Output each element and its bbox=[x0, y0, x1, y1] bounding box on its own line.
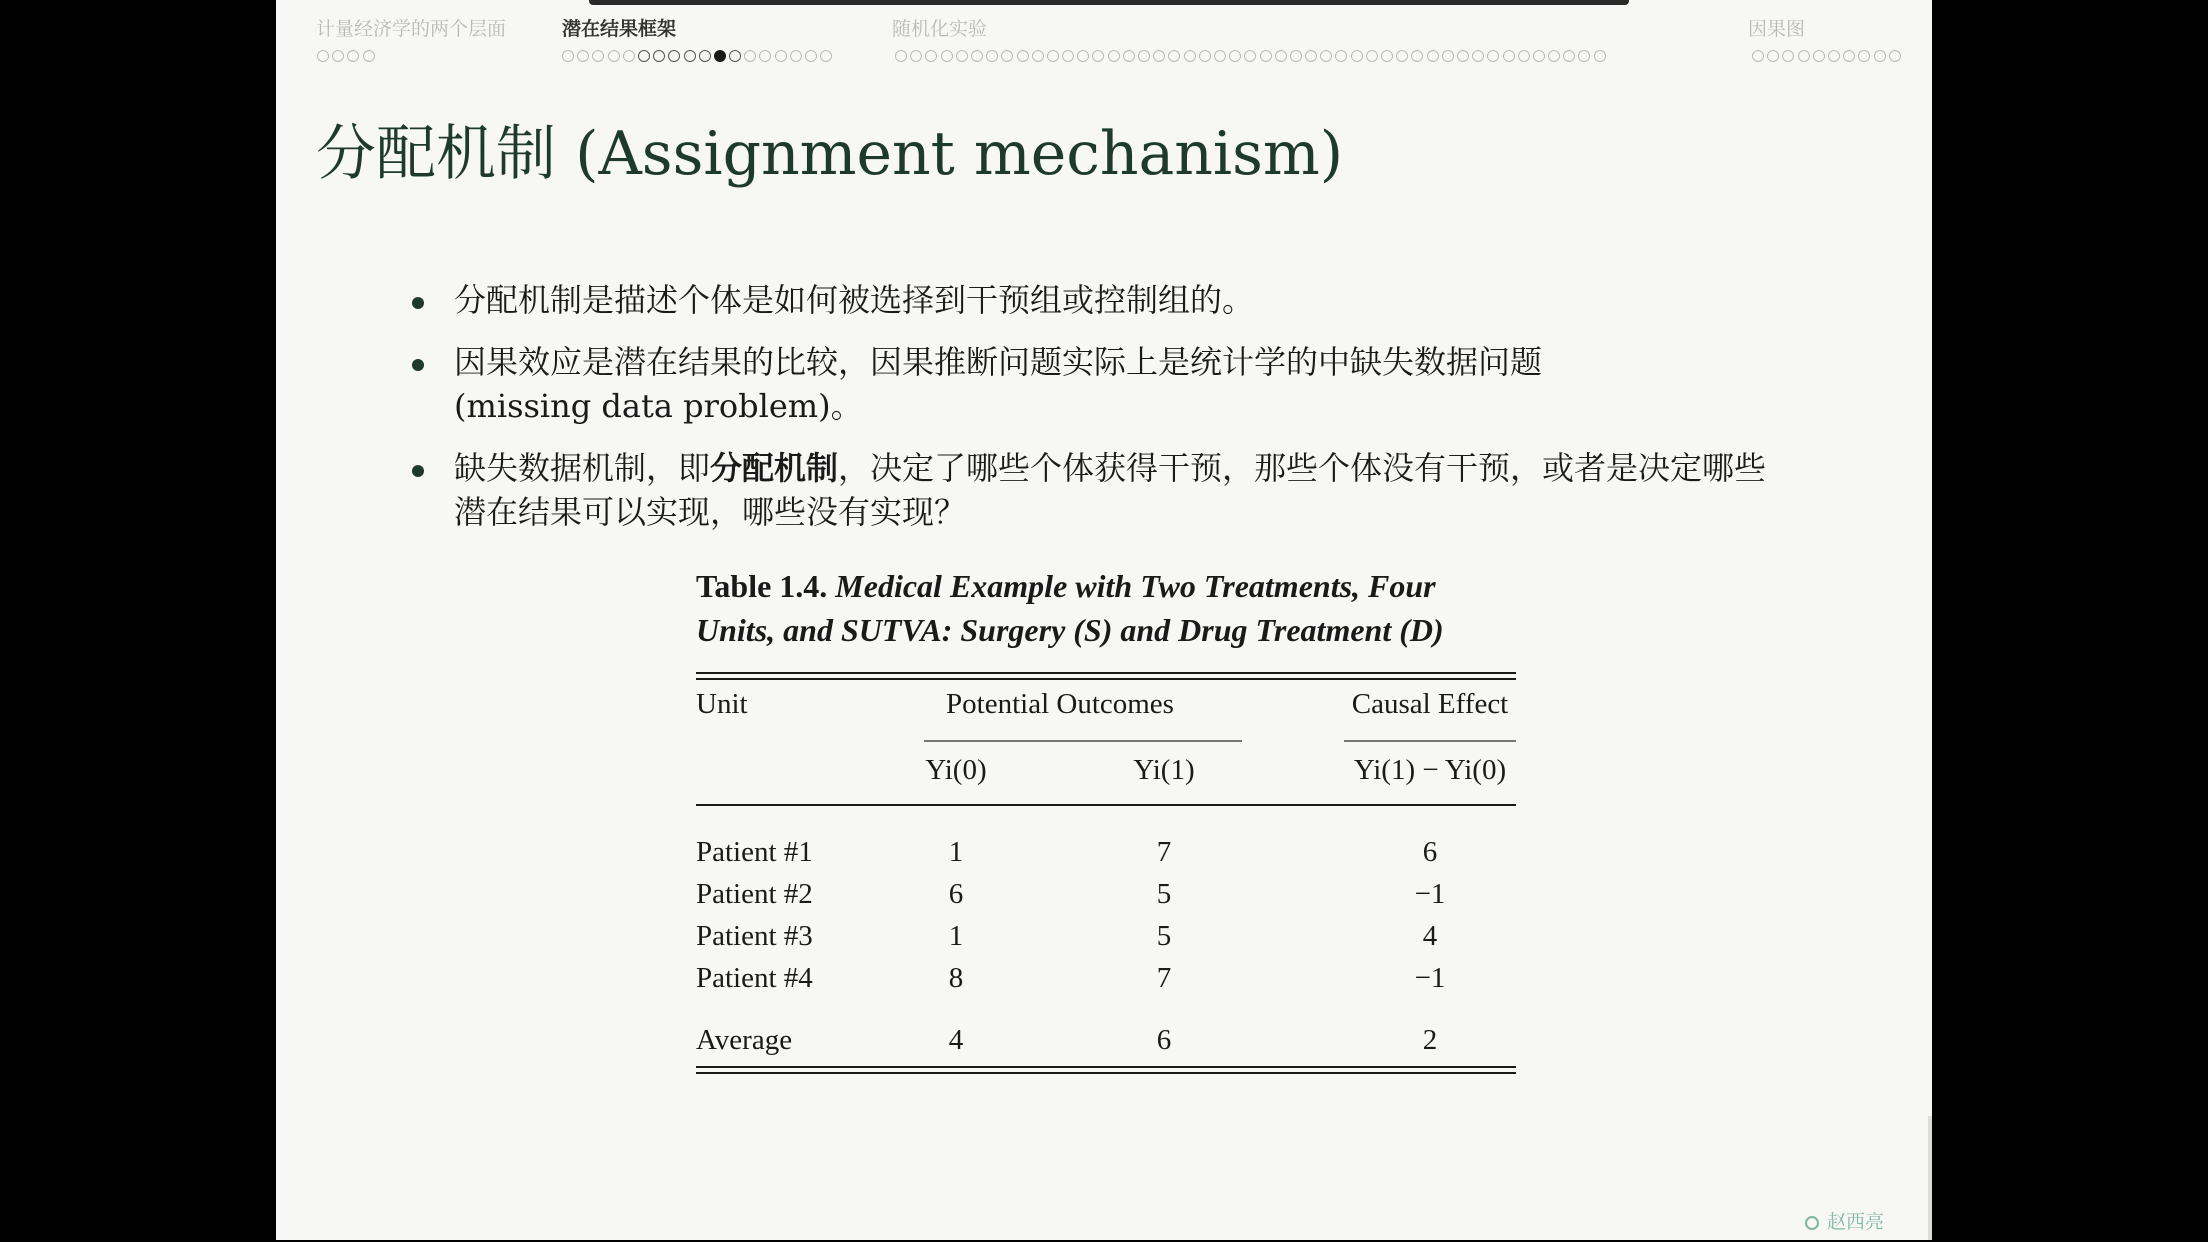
side-scrollbar[interactable] bbox=[1928, 1116, 1932, 1240]
nav-slide-dot[interactable] bbox=[1017, 50, 1029, 62]
author-credit bbox=[1805, 1207, 1884, 1234]
nav-slide-dot[interactable] bbox=[910, 50, 922, 62]
nav-slide-dot[interactable] bbox=[1290, 50, 1302, 62]
nav-slide-dot[interactable] bbox=[1351, 50, 1363, 62]
nav-dots-section-4[interactable] bbox=[1752, 50, 1901, 62]
top-scrollbar[interactable] bbox=[589, 0, 1629, 5]
bullet-item bbox=[454, 446, 1794, 534]
nav-section-2[interactable]: 潜在结果框架 bbox=[562, 18, 677, 40]
nav-slide-dot[interactable] bbox=[775, 50, 787, 62]
nav-slide-dot[interactable] bbox=[638, 50, 650, 62]
nav-slide-dot[interactable] bbox=[1032, 50, 1044, 62]
table-bottom-rule bbox=[696, 1066, 1516, 1068]
nav-slide-dot[interactable] bbox=[592, 50, 604, 62]
slide-title: 分配机制 (Assignment mechanism) bbox=[316, 119, 1344, 189]
nav-slide-dot[interactable] bbox=[1199, 50, 1211, 62]
nav-slide-dot[interactable] bbox=[1563, 50, 1575, 62]
nav-slide-dot[interactable] bbox=[332, 50, 344, 62]
nav-slide-dot[interactable] bbox=[1594, 50, 1606, 62]
nav-slide-dot[interactable] bbox=[1487, 50, 1499, 62]
nav-slide-dot[interactable] bbox=[790, 50, 802, 62]
nav-slide-dot[interactable] bbox=[1442, 50, 1454, 62]
nav-slide-dot[interactable] bbox=[1229, 50, 1241, 62]
nav-slide-dot[interactable] bbox=[1153, 50, 1165, 62]
slide bbox=[276, 0, 1932, 1240]
nav-slide-dot[interactable] bbox=[1411, 50, 1423, 62]
nav-slide-dot[interactable] bbox=[1077, 50, 1089, 62]
nav-slide-dot[interactable] bbox=[1062, 50, 1074, 62]
nav-slide-dot[interactable] bbox=[577, 50, 589, 62]
nav-slide-dot[interactable] bbox=[895, 50, 907, 62]
nav-slide-dot[interactable] bbox=[1275, 50, 1287, 62]
nav-slide-dot[interactable] bbox=[1184, 50, 1196, 62]
nav-slide-dot[interactable] bbox=[1305, 50, 1317, 62]
nav-dots-section-2[interactable] bbox=[562, 50, 832, 62]
table-bottom-rule bbox=[696, 1072, 1516, 1074]
nav-slide-dot[interactable] bbox=[1168, 50, 1180, 62]
nav-slide-dot[interactable] bbox=[1214, 50, 1226, 62]
nav-slide-dot[interactable] bbox=[363, 50, 375, 62]
nav-slide-dot[interactable] bbox=[1843, 50, 1855, 62]
nav-slide-dot[interactable] bbox=[684, 50, 696, 62]
nav-slide-dot[interactable] bbox=[729, 50, 741, 62]
author-name: 赵西亮 bbox=[1826, 1211, 1884, 1233]
nav-slide-dot[interactable] bbox=[1108, 50, 1120, 62]
nav-slide-dot[interactable] bbox=[1813, 50, 1825, 62]
nav-slide-dot[interactable] bbox=[1123, 50, 1135, 62]
nav-slide-dot[interactable] bbox=[1320, 50, 1332, 62]
nav-slide-dot[interactable] bbox=[1047, 50, 1059, 62]
nav-slide-dot[interactable] bbox=[608, 50, 620, 62]
bullet-list bbox=[454, 278, 1794, 552]
nav-slide-dot[interactable] bbox=[1518, 50, 1530, 62]
nav-dots-section-3[interactable] bbox=[895, 50, 1606, 62]
nav-slide-dot[interactable] bbox=[1767, 50, 1779, 62]
nav-slide-dot[interactable] bbox=[1533, 50, 1545, 62]
nav-slide-dot[interactable] bbox=[805, 50, 817, 62]
header-unit: Unit bbox=[696, 688, 748, 720]
row-unit: Patient #3 bbox=[696, 920, 813, 952]
nav-dots-section-1[interactable] bbox=[317, 50, 375, 62]
row-unit: Patient #1 bbox=[696, 836, 813, 868]
nav-slide-dot[interactable] bbox=[744, 50, 756, 62]
bullet-text-emph: 缺失数据问题 bbox=[1350, 343, 1543, 381]
nav-section-3[interactable]: 随机化实验 bbox=[892, 18, 988, 40]
table-top-rule bbox=[696, 672, 1516, 674]
nav-slide-dot[interactable] bbox=[1782, 50, 1794, 62]
nav-slide-dot[interactable] bbox=[714, 50, 726, 62]
nav-slide-dot[interactable] bbox=[986, 50, 998, 62]
table-top-rule bbox=[696, 678, 1516, 680]
nav-section-1[interactable]: 计量经济学的两个层面 bbox=[316, 18, 507, 40]
nav-slide-dot[interactable] bbox=[1548, 50, 1560, 62]
bullet-strong: 分配机制 bbox=[710, 449, 839, 487]
nav-slide-dot[interactable] bbox=[1457, 50, 1469, 62]
bullet-item bbox=[454, 278, 1794, 322]
nav-slide-dot[interactable] bbox=[1138, 50, 1150, 62]
nav-slide-dot[interactable] bbox=[1396, 50, 1408, 62]
table-figure: Table 1.4. Medical Example with Two Treatments, Four Units, and SUTVA: Surgery (S) and Drug Treatment (D) Unit Potential Outcomes Causal Effect Yi(0) Yi(1) Yi(1) − Yi(0) Patient #1 1 7 6 Patient #2 6 5 −1 Patient #3 1 5 4 Patient #4 8 7 −1 Average 4 6 2 bbox=[696, 564, 1516, 652]
nav-slide-dot[interactable] bbox=[1335, 50, 1347, 62]
nav-slide-dot[interactable] bbox=[668, 50, 680, 62]
header-sub-rule bbox=[1344, 740, 1516, 742]
nav-slide-dot[interactable] bbox=[653, 50, 665, 62]
nav-slide-dot[interactable] bbox=[1889, 50, 1901, 62]
nav-section-4[interactable]: 因果图 bbox=[1748, 18, 1806, 40]
nav-slide-dot[interactable] bbox=[699, 50, 711, 62]
bullet-text: 分配机制是描述个体是如何被选择到干预组或控制组的。 bbox=[454, 281, 1255, 319]
caption-label: Table 1.4. bbox=[696, 568, 828, 604]
bullet-text: 因果效应是潜在结果的比较，因果推断问题实际上是统计学的中 bbox=[454, 343, 1351, 381]
row-unit: Patient #4 bbox=[696, 962, 813, 994]
nav-slide-dot[interactable] bbox=[347, 50, 359, 62]
table-caption bbox=[696, 564, 1516, 652]
nav-slide-dot[interactable] bbox=[1381, 50, 1393, 62]
nav-slide-dot[interactable] bbox=[759, 50, 771, 62]
header-sub-rule bbox=[924, 740, 1242, 742]
nav-slide-dot[interactable] bbox=[1578, 50, 1590, 62]
nav-slide-dot[interactable] bbox=[317, 50, 329, 62]
nav-slide-dot[interactable] bbox=[1828, 50, 1840, 62]
nav-slide-dot[interactable] bbox=[1874, 50, 1886, 62]
nav-slide-dot[interactable] bbox=[1366, 50, 1378, 62]
nav-slide-dot[interactable] bbox=[956, 50, 968, 62]
nav-slide-dot[interactable] bbox=[562, 50, 574, 62]
nav-slide-dot[interactable] bbox=[941, 50, 953, 62]
nav-slide-dot[interactable] bbox=[1858, 50, 1870, 62]
nav-slide-dot[interactable] bbox=[1001, 50, 1013, 62]
header-bottom-rule bbox=[696, 804, 1516, 806]
nav-slide-dot[interactable] bbox=[623, 50, 635, 62]
bullet-text: (missing data problem)。 bbox=[454, 387, 863, 425]
nav-slide-dot[interactable] bbox=[1427, 50, 1439, 62]
nav-slide-dot[interactable] bbox=[1503, 50, 1515, 62]
nav-slide-dot[interactable] bbox=[925, 50, 937, 62]
nav-slide-dot[interactable] bbox=[1798, 50, 1810, 62]
row-unit: Average bbox=[696, 1024, 793, 1056]
nav-slide-dot[interactable] bbox=[1260, 50, 1272, 62]
circle-icon bbox=[1805, 1216, 1819, 1230]
bullet-text: ，决定了哪些个体获得干预，那些个体没有干预，或者是决定哪些潜在结果可以实现，哪些没有实现？ bbox=[454, 449, 1767, 531]
caption-text: Medical Example with Two Treatments, Four Units, and SUTVA: Surgery (S) and Drug Treatment (D) bbox=[696, 568, 1444, 648]
nav-slide-dot[interactable] bbox=[1752, 50, 1764, 62]
row-unit: Patient #2 bbox=[696, 878, 813, 910]
nav-slide-dot[interactable] bbox=[820, 50, 832, 62]
nav-slide-dot[interactable] bbox=[1472, 50, 1484, 62]
nav-slide-dot[interactable] bbox=[1092, 50, 1104, 62]
bullet-item bbox=[454, 340, 1794, 428]
nav-slide-dot[interactable] bbox=[971, 50, 983, 62]
bullet-text: 缺失数据机制，即 bbox=[454, 449, 711, 487]
nav-slide-dot[interactable] bbox=[1244, 50, 1256, 62]
